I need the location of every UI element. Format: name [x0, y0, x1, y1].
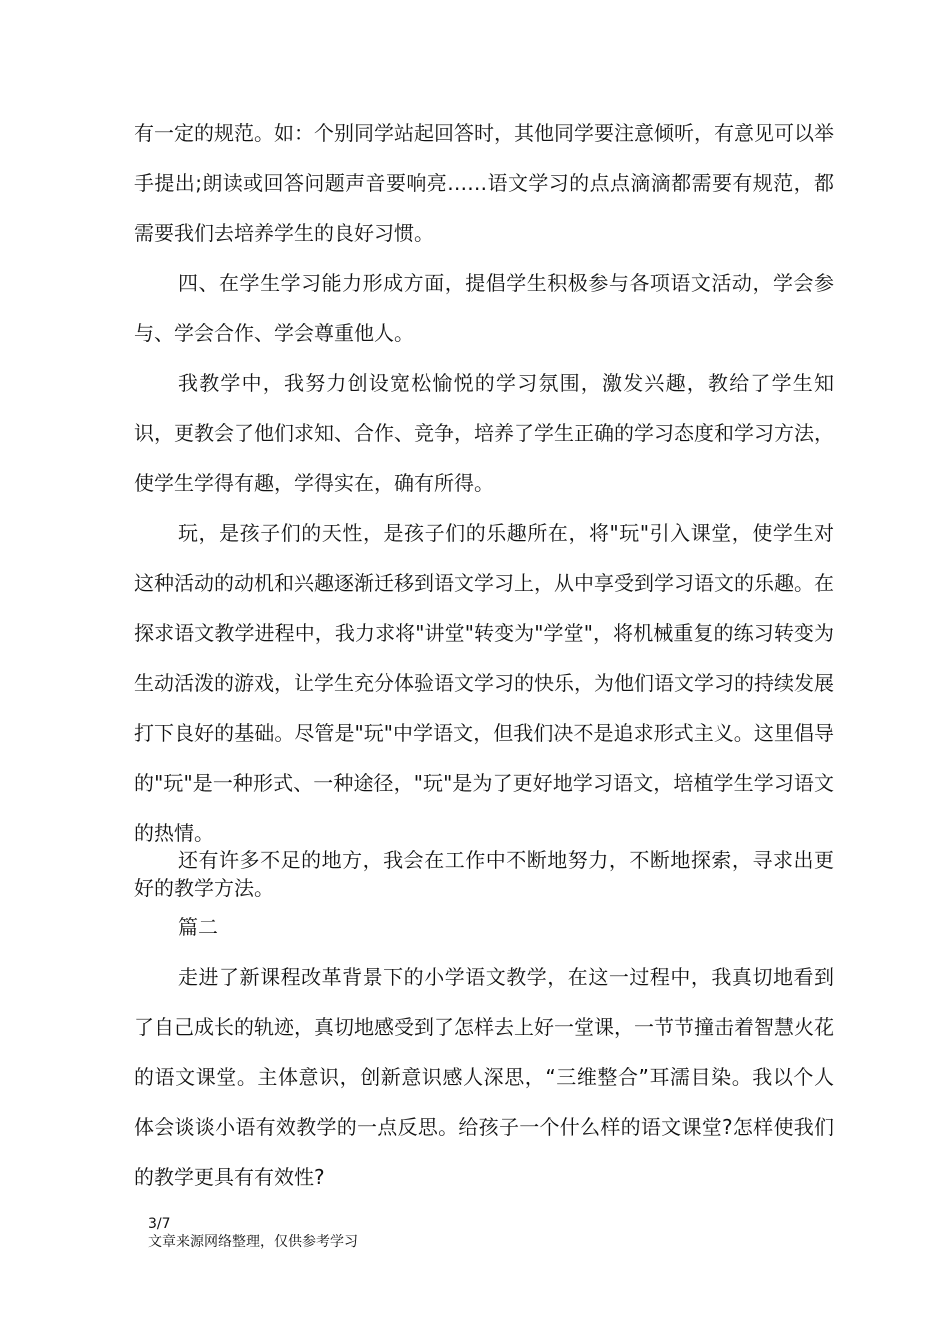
page-number: 3/7 — [148, 1216, 171, 1232]
section-heading: 篇二 — [178, 915, 218, 939]
paragraph-teaching-atmosphere: 我教学中，我努力创设宽松愉悦的学习氛围，激发兴趣，教给了学生知识，更教会了他们求知、合作、竞争，培养了学生正确的学习态度和学习方法，使学生学得有趣，学得实在，确有所得。 — [134, 371, 834, 495]
source-note: 文章来源网络整理，仅供参考学习 — [148, 1234, 358, 1250]
paragraph-shortcomings: 还有许多不足的地方，我会在工作中不断地努力，不断地探索，寻求出更好的教学方法。 — [134, 848, 834, 900]
paragraph-learning-ability: 四、在学生学习能力形成方面，提倡学生积极参与各项语文活动，学会参与、学会合作、学会尊重他人。 — [134, 271, 834, 345]
paragraph-new-curriculum: 走进了新课程改革背景下的小学语文教学，在这一过程中，我真切地看到了自己成长的轨迹，真切地感受到了怎样去上好一堂课，一节节撞击着智慧火花的语文课堂。主体意识，创新意识感人深思，“三维整合”耳濡目染。我以个人体会谈谈小语有效教学的一点反思。给孩子一个什么样的语文课堂?怎样使我们的教学更具有有效性? — [134, 965, 834, 1189]
paragraph-play-learning: 玩，是孩子们的天性，是孩子们的乐趣所在，将"玩"引入课堂，使学生对这种活动的动机和兴趣逐渐迁移到语文学习上，从中享受到学习语文的乐趣。在探求语文教学进程中，我力求将"讲堂"转变为"学堂"，将机械重复的练习转变为生动活泼的游戏，让学生充分体验语文学习的快乐，为他们语文学习的持续发展打下良好的基础。尽管是"玩"中学语文，但我们决不是追求形式主义。这里倡导的"玩"是一种形式、一种途径，"玩"是为了更好地学习语文，培植学生学习语文的热情。 — [134, 521, 834, 845]
paragraph-norms: 有一定的规范。如：个别同学站起回答时，其他同学要注意倾听，有意见可以举手提出;朗读或回答问题声音要响亮……语文学习的点点滴滴都需要有规范，都需要我们去培养学生的良好习惯。 — [134, 121, 834, 245]
